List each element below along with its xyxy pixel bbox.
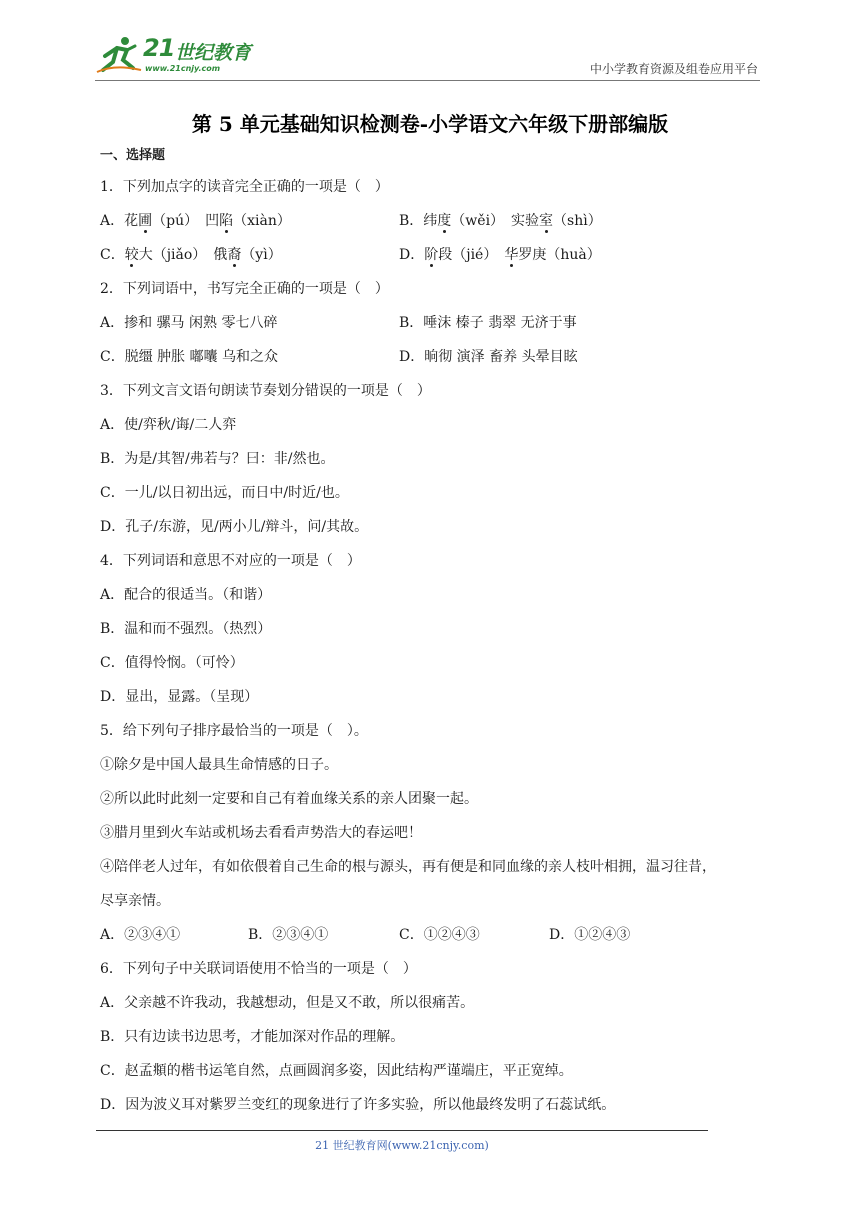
question-3-stem: 3．下列文言文语句朗读节奏划分错误的一项是（ ） xyxy=(100,383,431,399)
q5-option-a: A．②③④① xyxy=(100,927,181,943)
page-title: 第 5 单元基础知识检测卷-小学语文六年级下册部编版 xyxy=(191,112,669,136)
q3-option-d: D．孔子/东游，见/两小儿/辩斗，问/其故。 xyxy=(100,519,369,535)
q5-sentence-2: ②所以此时此刻一定要和自己有着血缘关系的亲人团聚一起。 xyxy=(100,791,478,807)
logo-number: 21 xyxy=(143,34,175,62)
q3-option-a: A．使/弈秋/诲/二人弈 xyxy=(100,417,237,433)
q6-option-d: D．因为波义耳对紫罗兰变红的现象进行了许多实验，所以他最终发明了石蕊试纸。 xyxy=(100,1097,616,1113)
q6-option-b: B．只有边读书边思考，才能加深对作品的理解。 xyxy=(100,1029,405,1045)
q4-option-c: C．值得怜悯。（可怜） xyxy=(100,655,244,671)
q3-option-c: C．一儿/以日初出远，而日中/时近/也。 xyxy=(100,485,349,501)
page-header xyxy=(95,30,760,80)
q5-option-d: D．①②④③ xyxy=(549,927,631,943)
q5-sentence-1: ①除夕是中国人最具生命情感的日子。 xyxy=(100,757,338,773)
q2-option-c: C．脱缰 肿胀 嘟囔 乌和之众 xyxy=(100,349,279,365)
q5-sentence-4: ④陪伴老人过年，有如依偎着自己生命的根与源头，再有便是和同血缘的亲人枝叶相拥，温习往昔， xyxy=(100,859,716,875)
q5-sentence-4-cont: 尽享亲情。 xyxy=(100,893,170,909)
q1-option-a: A．花圃（pú） 凹陷（xiàn） xyxy=(100,213,291,229)
footer-divider xyxy=(96,1130,708,1131)
q2-option-a: A．掺和 骡马 闲熟 零七八碎 xyxy=(100,315,278,331)
question-5-options xyxy=(100,918,770,952)
q4-option-a: A．配合的很适当。（和谐） xyxy=(100,587,272,603)
question-4-stem: 4．下列词语和意思不对应的一项是（ ） xyxy=(100,553,361,569)
q1-option-c: C．较大（jiǎo） 俄裔（yì） xyxy=(100,247,282,263)
question-list xyxy=(100,142,770,1122)
section-heading: 一、选择题 xyxy=(100,148,166,163)
brand-logo xyxy=(95,34,265,76)
question-1-options-ab xyxy=(100,204,770,238)
question-1-options-cd xyxy=(100,238,770,272)
question-6-stem: 6．下列句子中关联词语使用不恰当的一项是（ ） xyxy=(100,961,417,977)
logo-name: 世纪教育 xyxy=(175,42,252,64)
q4-option-d: D．显出，显露。（呈现） xyxy=(100,689,259,705)
header-divider xyxy=(95,80,760,81)
q5-sentence-3: ③腊月里到火车站或机场去看看声势浩大的春运吧！ xyxy=(100,825,422,841)
question-2-stem: 2．下列词语中，书写完全正确的一项是（ ） xyxy=(100,281,389,297)
q2-option-d: D．晌彻 演泽 畜养 头晕目眩 xyxy=(399,349,578,365)
question-2-options-ab xyxy=(100,306,770,340)
runner-logo-icon xyxy=(95,34,145,76)
question-5-stem: 5．给下列句子排序最恰当的一项是（ ）。 xyxy=(100,723,368,739)
q5-option-c: C．①②④③ xyxy=(399,927,480,943)
q6-option-c: C．赵孟頫的楷书运笔自然，点画圆润多姿，因此结构严谨端庄，平正宽绰。 xyxy=(100,1063,573,1079)
q2-option-b: B．唾沫 榛子 翡翠 无济于事 xyxy=(399,315,577,331)
logo-url: www.21cnjy.com xyxy=(145,64,221,73)
q6-option-a: A．父亲越不许我动，我越想动，但是又不敢，所以很痛苦。 xyxy=(100,995,475,1011)
q4-option-b: B．温和而不强烈。（热烈） xyxy=(100,621,272,637)
q5-option-b: B．②③④① xyxy=(248,927,329,943)
platform-label: 中小学教育资源及组卷应用平台 xyxy=(589,62,758,76)
page-footer: 21 世纪教育网(www.21cnjy.com) xyxy=(315,1139,489,1152)
q3-option-b: B．为是/其智/弗若与？曰：非/然也。 xyxy=(100,451,335,467)
q1-option-d: D．阶段（jié） 华罗庚（huà） xyxy=(399,238,601,272)
question-1-stem: 1．下列加点字的读音完全正确的一项是（ ） xyxy=(100,179,389,195)
q1-option-b: B．纬度（wěi） 实验室（shì） xyxy=(399,204,602,238)
question-2-options-cd xyxy=(100,340,770,374)
